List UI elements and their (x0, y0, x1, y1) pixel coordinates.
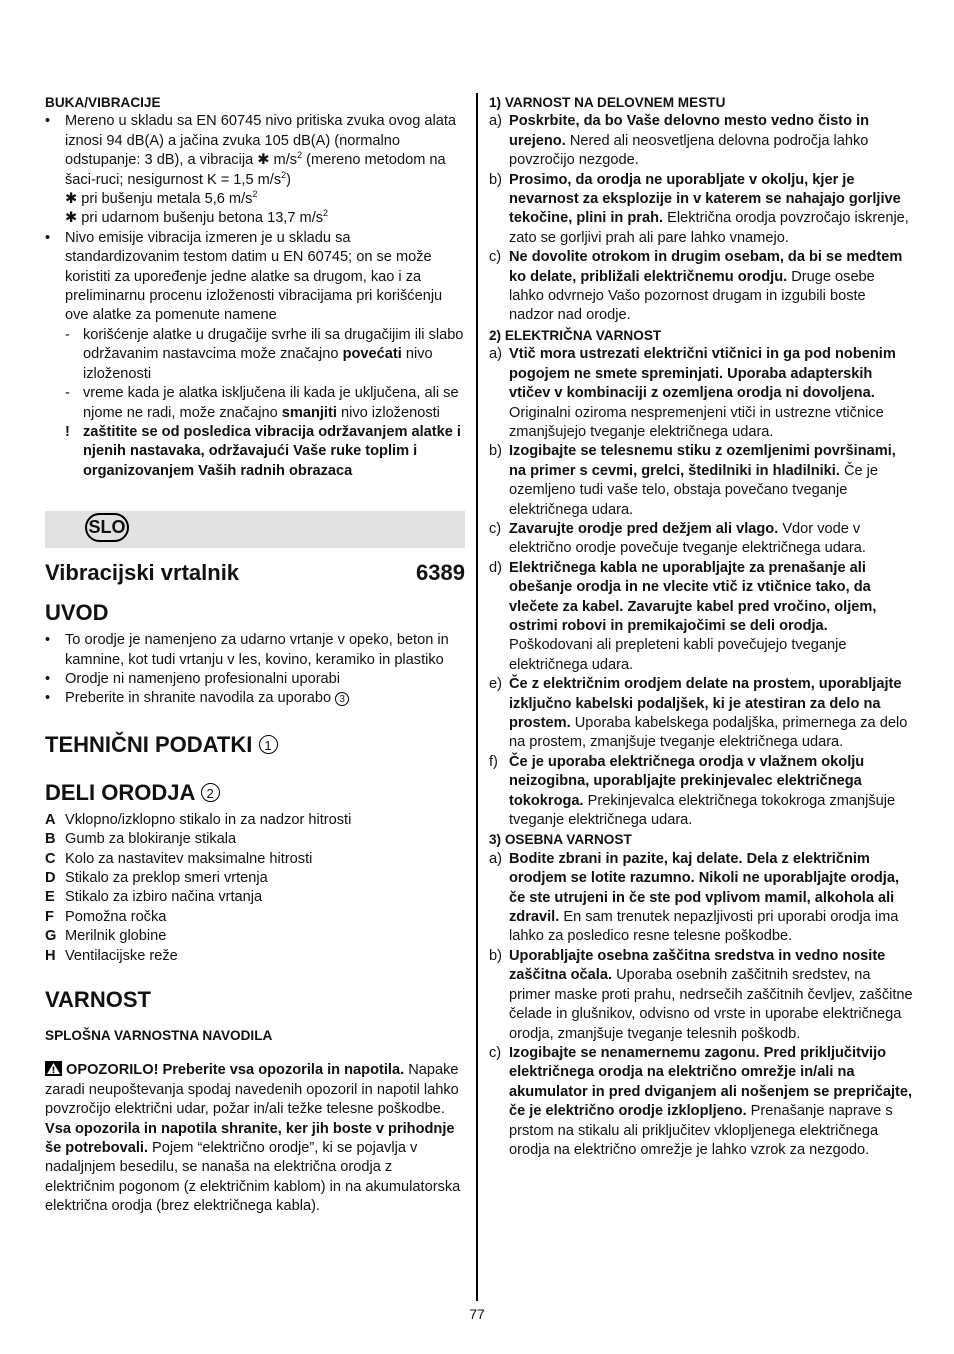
list-item: - vreme kada je alatka isključena ili kada je uključena, ali se njome ne radi, može značajno smanjiti nivo izloženosti (65, 385, 459, 421)
list-item: d) Električnega kabla ne uporabljajte za prenašanje ali obešanje orodja in ne vlecite vtič iz vtičnice tako, da vlečete za kabel. Zavarujte kabel pred vročino, oljem, ostrimi robovi in premikajočimi se deli orodja. Poškodovani ali prepleteni kabli povečujejo tveganje električnega udara. (489, 559, 877, 673)
list-item: A Vklopno/izklopno stikalo in za nadzor hitrosti (45, 811, 352, 828)
figure-ref: 3 (335, 692, 349, 706)
list-item: H Ventilacijske reže (45, 947, 178, 964)
warning-icon (45, 1061, 62, 1076)
list-item: b) Izogibajte se telesnemu stiku z ozemljenimi površinami, na primer s cevmi, grelci, štedilniki in hladilniki. Če je ozemljeno tudi vaše telo, obstaja povečano tveganje električnega udara. (489, 443, 896, 518)
section-heading: 1) VARNOST NA DELOVNEM MESTU (489, 95, 726, 110)
warning-paragraph: OPOZORILO! Preberite vsa opozorila in napotila. Napake zaradi neupoštevanja spodaj navedenih opozoril in napotil lahko povzročijo električni udar, požar in/ali težke telesne poškodbe. Vsa opozorila in napotila shranite, ker jih boste v prihodnje še potrebovali. Pojem “električno orodje”, ki se pojavlja v nadaljnjem besedilu, se nanaša na električna orodja z električnim pogonom (z električnim kablom) in na akumulatorska električna orodja (brez električnega kabla). (45, 1062, 461, 1215)
section-heading: 3) OSEBNA VARNOST (489, 832, 632, 848)
list-item: c) Izogibajte se nenamernemu zagonu. Pred priključitvijo električnega orodja na električno omrežje in/ali na akumulator in pred dviganjem ali nošenjem se prepričajte, če je električno orodje izklopljeno. Prenašanje naprave s prstom na stikalu ali priključitev vklopljenega električnega orodja na električno omrežje je lahko vzrok za nezgodo. (489, 1044, 913, 1158)
list-item: G Merilnik globine (45, 928, 167, 945)
list-item: F Pomožna ročka (45, 908, 167, 925)
noise-heading: BUKA/VIBRACIJE (45, 95, 161, 110)
product-title (45, 559, 465, 587)
list-item: f) Če je uporaba električnega orodja v vlažnem okolju neizogibna, uporabljajte prekinjevalec električnega tokokroga. Prekinjevalca električnega tokokroga zmanjšuje tveganje električnega udara. (489, 753, 896, 829)
product-name: Vibracijski vrtalnik (45, 560, 240, 586)
safety-heading: VARNOST (45, 987, 151, 1012)
list-item: B Gumb za blokiranje stikala (45, 831, 237, 848)
figure-ref: 1 (259, 735, 278, 754)
list-item: C Kolo za nastavitev maksimalne hitrosti (45, 850, 313, 867)
list-item: D Stikalo za preklop smeri vrtenja (45, 869, 268, 886)
page-number: 77 (469, 1306, 485, 1322)
intro-heading: UVOD (45, 600, 109, 626)
list-item: • Nivo emisije vibracija izmeren je u skladu sa standardizovanim testom datim u EN 60745; on se može koristiti za upoređenje jedne alatke sa drugom, kao i za preliminarnu procenu izloženosti vibracijama pri korišćenju ove alatke za pomenute namene (45, 229, 443, 324)
left-column (45, 93, 465, 1217)
list-item: • Preberite in shranite navodila za uporabo 3 (45, 689, 465, 708)
list-item: a) Vtič mora ustrezati električni vtičnici in ga pod nobenim pogojem ne smete spreminjati. Uporaba adapterskih vtičev v kombinaciji z ozemljena orodja ni dovoljena. Originalni oziroma nespremenjeni vtiči in ustrezne vtičnice zmanjšujejo tveganje električnega udara. (489, 346, 896, 440)
list-item: b) Uporabljajte osebna zaščitna sredstva in vedno nosite zaščitna očala. Uporaba osebnih zaščitnih sredstev, na primer maske proti prahu, nedrsečih zaščitnih čevljev, zaščitne čelade in glušnikov, odvisno od vrste in uporabe električnega orodja, zmanjšuje tveganje telesnih poškodb. (489, 947, 913, 1042)
list-item: a) Bodite zbrani in pazite, kaj delate. Dela z električnim orodjem se lotite razumno. Nikoli ne uporabljajte orodja, če ste utrujeni in če ste pod vplivom mamil, alkohola ali zdravil. En sam trenutek nepazljivosti pri uporabi orodja ima lahko za posledico resne telesne poškodbe. (489, 850, 900, 945)
list-item: • Mereno u skladu sa EN 60745 nivo pritiska zvuka ovog alata iznosi 94 dB(A) a jačina zvuka 105 dB(A) (normalno odstupanje: 3 dB), a vibracija ✱ $m/s^2$ (mereno metodom na šaci-ruci; nesigurnost K = 1,5 $m/s^2$) (45, 113, 457, 188)
list-item: ✱ pri bušenju metala 5,6 $m/s^2$ (65, 189, 258, 208)
list-item: c) Ne dovolite otrokom in drugim osebam, da bi se medtem ko delate, približali električnemu orodju. Druge osebe lahko odvrnejo Vašo pozornost drugam in izgubili boste nadzor nad orodje. (489, 249, 903, 324)
tech-heading: TEHNIČNI PODATKI 1 (45, 731, 465, 759)
list-item: ✱ pri udarnom bušenju betona 13,7 $m/s^2$ (65, 208, 329, 227)
list-item: e) Če z električnim orodjem delate na prostem, uporabljajte izključno kabelski podaljšek, ki je atestiran za delo na prostem. Uporaba kabelskega podaljška, primernega za delo na prostem, zmanjšuje tveganje električnega udara. (489, 676, 908, 751)
product-code: 6389 (416, 560, 465, 586)
list-item: ! zaštitite se od posledica vibracija održavanjem alatke i njenih nastavaka, održavajući Vaše ruke toplim i organizovanjem Vaših radnih obrazaca (65, 423, 461, 479)
list-item: a) Poskrbite, da bo Vaše delovno mesto vedno čisto in urejeno. Nered ali neosvetljena delovna področja lahko povzročijo nezgode. (489, 113, 870, 169)
list-item: c) Zavarujte orodje pred dežjem ali vlago. Vdor vode v električno orodje povečuje tveganje električnega udara. (489, 520, 866, 557)
column-divider (476, 93, 478, 1301)
figure-ref: 2 (201, 783, 220, 802)
language-badge: SLO (85, 513, 129, 542)
section-heading: 2) ELEKTRIČNA VARNOST (489, 327, 662, 343)
list-item: - korišćenje alatke u drugačije svrhe ili sa drugačijim ili slabo održavanim nastavcima može značajno povećati nivo izloženosti (65, 326, 464, 382)
language-bar (45, 511, 465, 548)
parts-heading: DELI ORODJA 2 (45, 779, 465, 807)
list-item: • To orodje je namenjeno za udarno vrtanje v opeko, beton in kamnine, kot tudi vrtanju v les, kovino, keramiko in plastiko (45, 632, 449, 668)
list-item: E Stikalo za izbiro načina vrtanja (45, 889, 263, 906)
general-safety-heading: SPLOŠNA VARNOSTNA NAVODILA (45, 1028, 273, 1043)
list-item: • Orodje ni namenjeno profesionalni uporabi (45, 670, 341, 687)
right-column (489, 93, 913, 1160)
list-item: b) Prosimo, da orodja ne uporabljate v okolju, kjer je nevarnost za eksplozije in v katerem se nahajajo gorljive tekočine, plini in prah. Električna orodja povzročajo iskrenje, zato se gorljivi prah ali pare lahko vnamejo. (489, 171, 909, 246)
